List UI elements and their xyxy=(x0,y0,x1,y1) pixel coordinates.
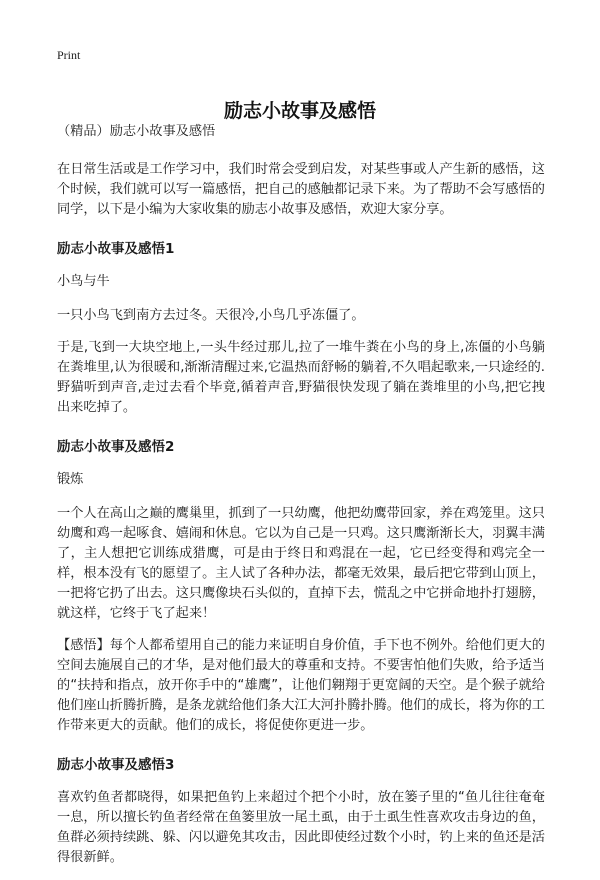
article-body xyxy=(57,122,545,880)
section-2-paragraph-1: 一个人在高山之巅的鹰巢里，抓到了一只幼鹰，他把幼鹰带回家，养在鸡笼里。这只幼鹰和鸡一起啄食、嬉闹和休息。它以为自己是一只鸡。这只鹰渐渐长大，羽翼丰满了，主人想把它训练成猎鹰，可是由于终日和鸡混在一起，它已经变得和鸡完全一样，根本没有飞的愿望了。主人试了各种办法，都毫无效果，最后把它带到山顶上，一把将它扔了出去。这只鹰像块石头似的，直掉下去，慌乱之中它拼命地扑打翅膀，就这样，它终于飞了起来！ xyxy=(57,506,545,621)
intro-paragraph: 在日常生活或是工作学习中，我们时常会受到启发，对某些事或人产生新的感悟，这个时候，我们就可以写一篇感悟，把自己的感触都记录下来。为了帮助不会写感悟的同学，以下是小编为大家收集的励志小故事及感悟，欢迎大家分享。 xyxy=(57,162,545,217)
section-1-paragraph-2: 于是,飞到一大块空地上,一头牛经过那儿,拉了一堆牛粪在小鸟的身上,冻僵的小鸟躺在粪堆里,认为很暖和,渐渐清醒过来,它温热而舒畅的躺着,不久唱起歌来,一只途经的.野猫听到声音,走过去看个毕竟,循着声音,野猫很快发现了躺在粪堆里的小鸟,把它拽出来吃掉了。 xyxy=(57,340,545,415)
section-1-paragraph-1: 一只小鸟飞到南方去过冬。天很冷,小鸟几乎冻僵了。 xyxy=(57,308,365,323)
print-link[interactable]: Print xyxy=(57,48,81,62)
section-3-paragraph-1: 喜欢钓鱼者都晓得，如果把鱼钓上来超过个把个小时，放在篓子里的“鱼儿往往奄奄一息，所以擅长钓鱼者经常在鱼篓里放一尾土虱，由于土虱生性喜欢攻击身边的鱼，鱼群必须持续跳、躲、闪以避免其攻击，因此即使经过数个小时，钓上来的鱼还是活得很新鲜。 xyxy=(57,790,545,865)
story-title-1: 小鸟与牛 xyxy=(57,274,110,289)
page-title: 励志小故事及感悟 xyxy=(223,99,376,122)
article-subtitle: （精品）励志小故事及感悟 xyxy=(57,124,216,139)
section-heading-2: 励志小故事及感悟2 xyxy=(57,439,175,455)
story-title-2: 锻炼 xyxy=(57,472,84,487)
section-heading-1: 励志小故事及感悟1 xyxy=(57,241,175,257)
section-heading-3: 励志小故事及感悟3 xyxy=(57,757,175,773)
section-2-paragraph-2: 【感悟】每个人都希望用自己的能力来证明自身价值，手下也不例外。给他们更大的空间去施展自己的才华，是对他们最大的尊重和支持。不要害怕他们失败，给予适当的“扶持和指点，放开你手中的“雄鹰”，让他们翱翔于更宽阔的天空。是个猴子就给他们座山折腾折腾，是条龙就给他们条大江大河扑腾扑腾。他们的成长，将为你的工作带来更大的贡献。他们的成长，将促使你更进一步。 xyxy=(57,638,545,733)
